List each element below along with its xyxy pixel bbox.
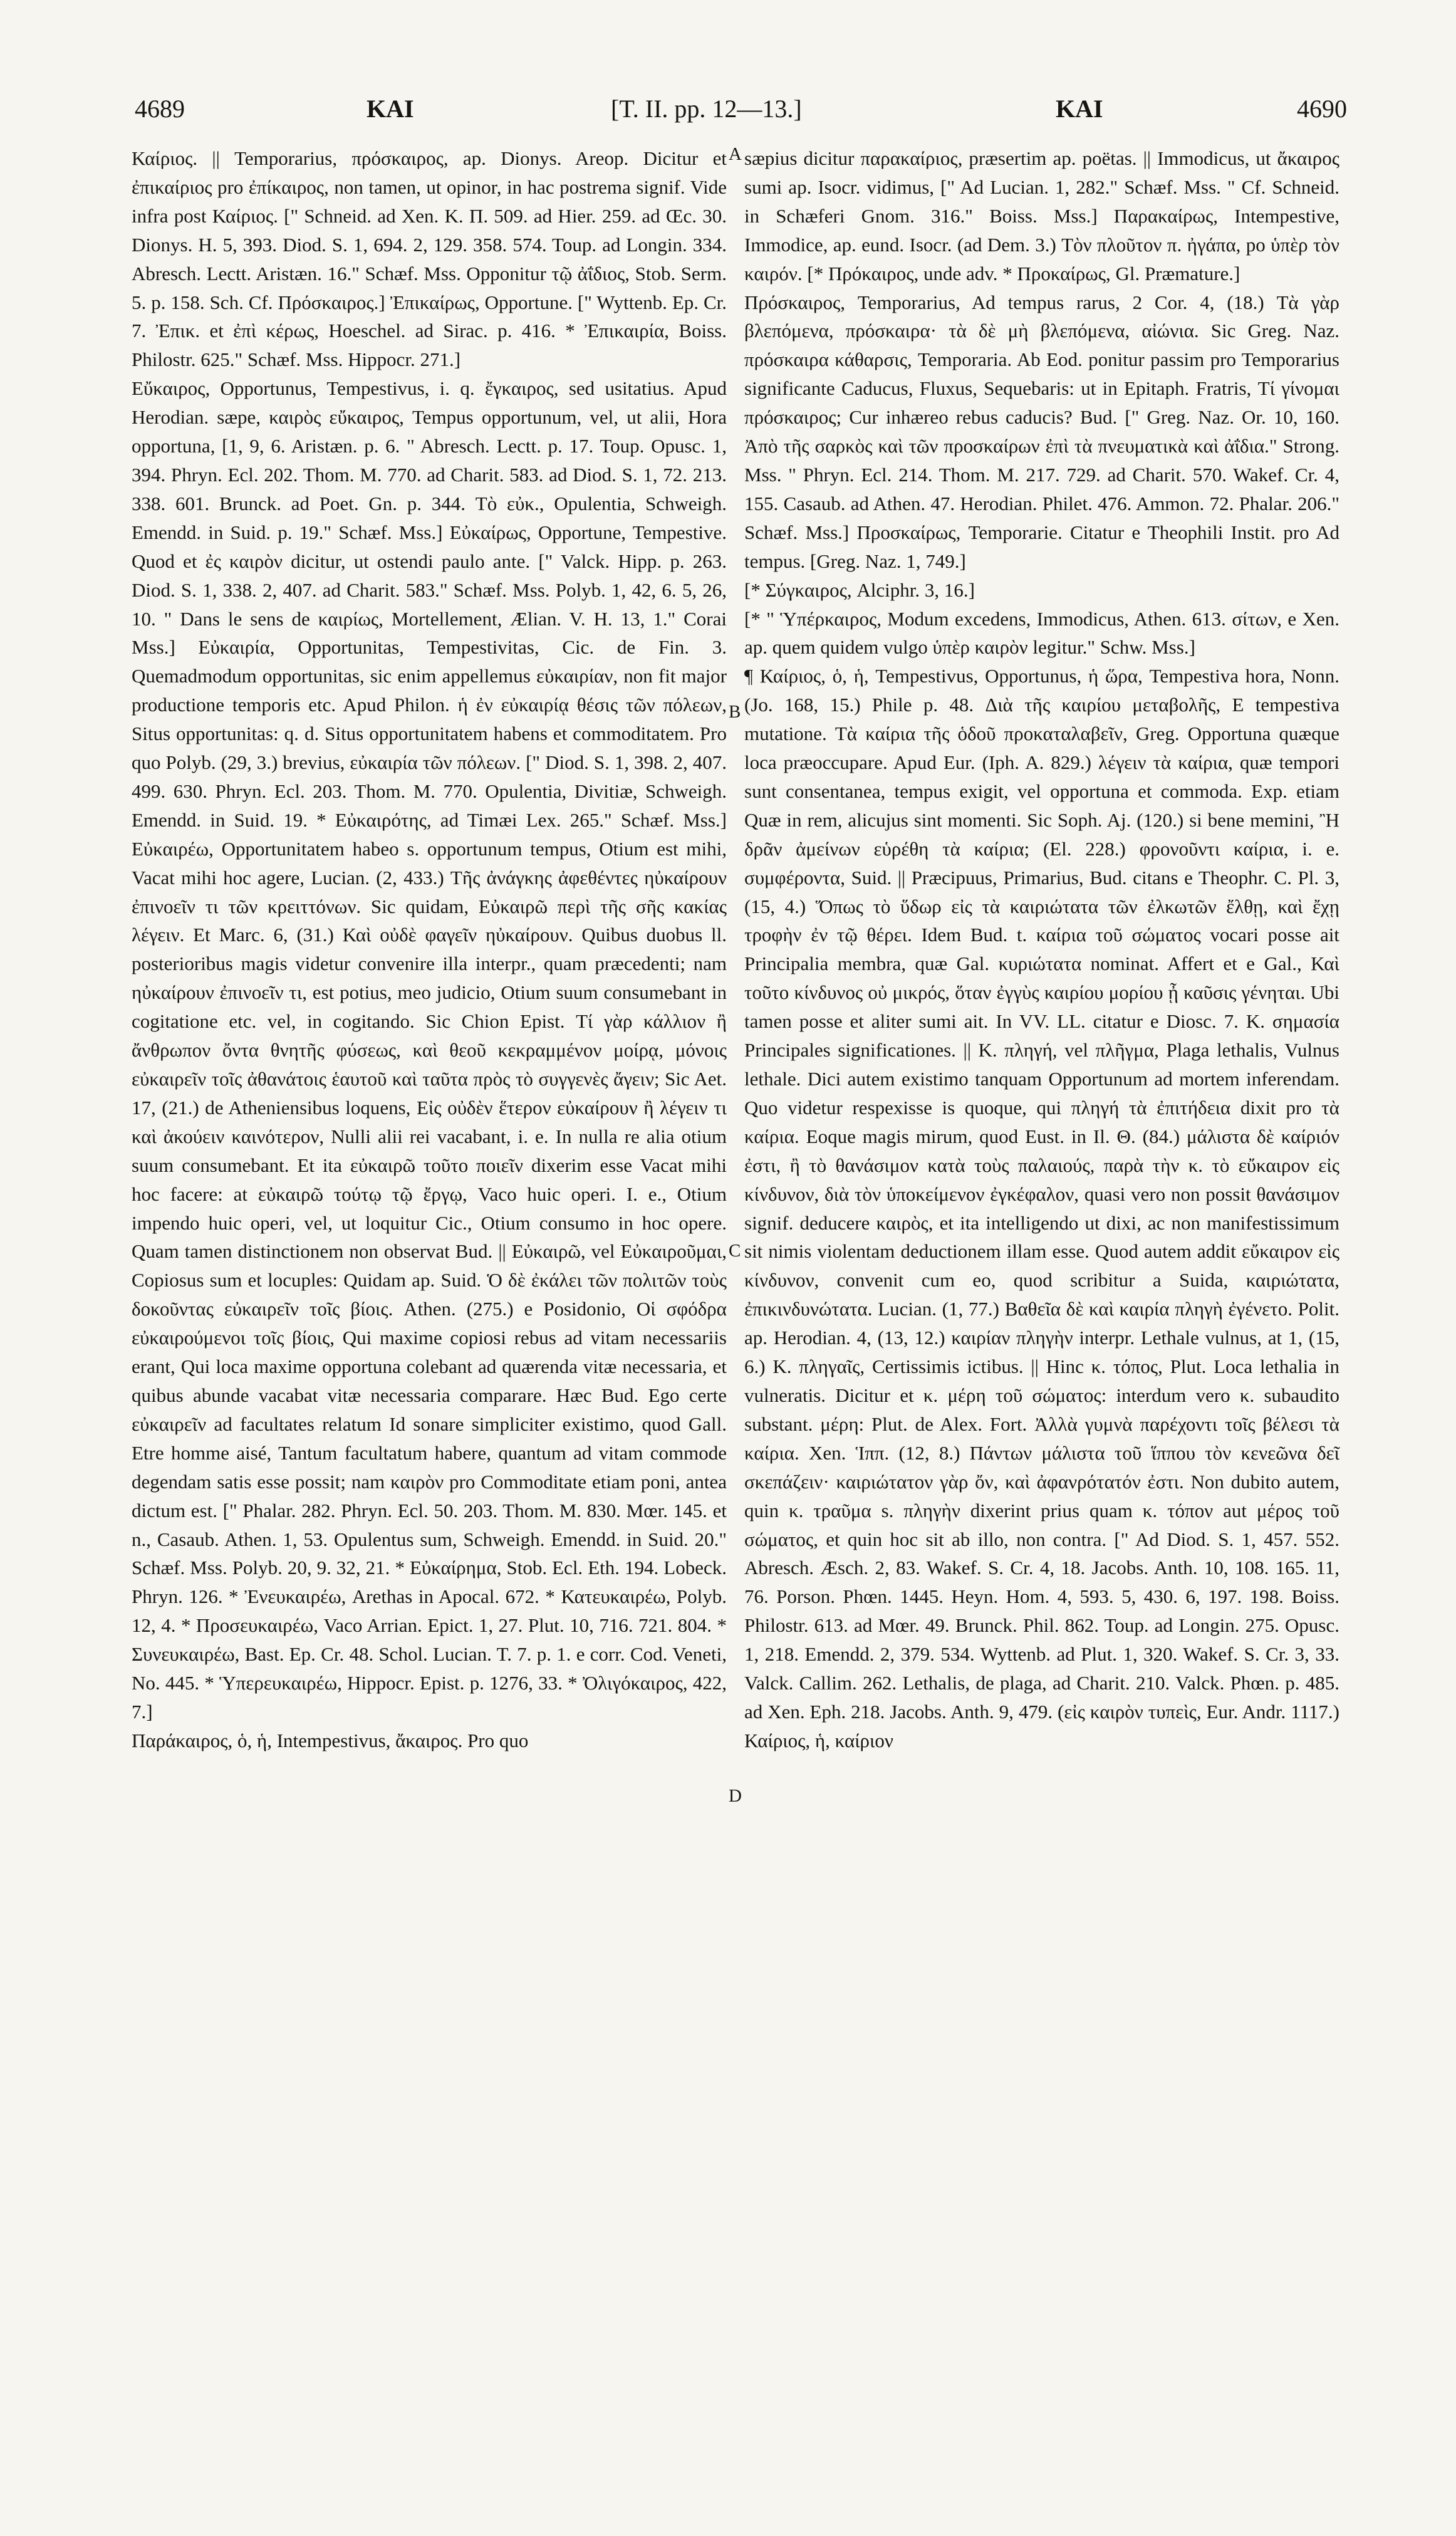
page-number-left: 4689 (135, 95, 185, 123)
section-letter-d: D (729, 1786, 742, 1806)
left-column (132, 144, 727, 1755)
running-title-left: KAI (367, 95, 414, 123)
entry-parakairios-continued: sæpius dicitur παρακαίριος, præsertim ap. poëtas. || Immodicus, ut ἄκαιρος sumi ap. Isocr. vidimus, [" Ad Lucian. 1, 282." Schæf. Mss. " Cf. Schneid. in Schæferi Gnom. 316." Boiss. Mss.] Παρακαίρως, Intempestive, Immodice, ap. eund. Isocr. (ad Dem. 3.) Τὸν πλοῦτον π. ἠγάπα, po ὑπὲρ τὸν καιρόν. [* Πρόκαιρος, unde adv. * Προκαίρως, Gl. Præmature.] (744, 147, 1339, 284)
entry-kairios-tempestivus: ¶ Καίριος, ὁ, ἡ, Tempestivus, Opportunus, ἡ ὥρα, Tempestiva hora, Nonn. (Jo. 168, 15.) Phile p. 48. Διὰ τῆς καιρίου μεταβολῆς, E tempestiva mutatione. Τὰ καίρια τῆς ὁδοῦ προκαταλαβεῖν, Greg. Opportuna quæque loca præoccupare. Apud Eur. (Iph. A. 829.) λέγειν τὰ καίρια, quæ tempori sunt consentanea, tempus exigit, vel opportuna et commoda. Exp. etiam Quæ in rem, alicujus sint momenti. Sic Soph. Aj. (120.) si bene memini, Ἢ δρᾶν ἀμείνων εὑρέθη τὰ καίρια; (El. 228.) φρονοῦντι καίρια, i. e. συμφέροντα, Suid. || Præcipuus, Primarius, Bud. citans e Theophr. C. Pl. 3, (15, 4.) Ὅπως τὸ ὕδωρ εἰς τὰ καιριώτατα τῶν ἐλκωτῶν ἔλθῃ, καὶ ἔχῃ τροφὴν ἐν τῷ θέρει. Idem Bud. t. καίρια τοῦ σώματος vocari posse ait Principalia membra, quæ Gal. κυριώτατα nominat. Affert et e Gal., Καὶ τοῦτο κίνδυνος οὐ μικρός, ὅταν ἐγγὺς καιρίου μορίου ᾖ καῦσις γένηται. Ubi tamen posse et aliter sumi ait. In VV. LL. citatur e Diosc. 7. K. σημασία Principales significationes. || K. πληγή, vel πλῆγμα, Plaga lethalis, Vulnus lethale. Dici autem existimo tanquam Opportunum ad mortem inferendam. Quo videtur respexisse is quoque, qui πληγή τὰ ἐπιτήδεια dixit pro τὰ καίρια. Eoque magis mirum, quod Eust. in Il. Θ. (84.) μάλιστα δὲ καίριόν ἐστι, ἢ τὸ θανάσιμον κατὰ τοὺς παλαιούς, παρὰ τὴν κ. τὸ εὔκαιρον εἰς κίνδυνον, διὰ τὸν ὑποκείμενον ἐγκέφαλον, quasi vero non possit θανάσιμον signif. deducere καιρὸς, et ita intelligendo ut dixi, ac non manifestissimum sit nimis violentam deductionem illam esse. Quod autem addit εὔκαιρον εἰς κίνδυνον, convenit cum eo, quod scribitur a Suida, καιριώτατα, ἐπικινδυνώτατα. Lucian. (1, 77.) Βαθεῖα δὲ καὶ καιρία πληγὴ ἐγένετο. Polit. ap. Herodian. 4, (13, 12.) καιρίαν πληγὴν interpr. Lethale vulnus, at 1, (15, 6.) K. πληγαῖς, Certissimis ictibus. || Hinc κ. τόπος, Plut. Loca lethalia in vulneratis. Dicitur et κ. μέρη τοῦ σώματος: interdum vero κ. subaudito substant. μέρη: Plut. de Alex. Fort. Ἀλλὰ γυμνὰ παρέχοντι τοῖς βέλεσι τὰ καίρια. Xen. Ἱππ. (12, 8.) Πάντων μάλιστα τοῦ ἵππου τὸν κενεῶνα δεῖ σκεπάζειν· καιριώτατον γὰρ ὄν, καὶ ἀφανρότατόν ἐστι. Non dubito autem, quin κ. τραῦμα s. πληγὴν dixerint prius quam κ. τόπον aut μέρος τοῦ σώματος, et quin hoc sit ab illo, non contra. [" Ad Diod. S. 1, 457. 552. Abresch. Æsch. 2, 83. Wakef. S. Cr. 4, 18. Jacobs. Anth. 10, 108. 165. 11, 76. Porson. Phœn. 1445. Heyn. Hom. 4, 593. 5, 430. 6, 197. 198. Boiss. Philostr. 613. ad Mœr. 49. Brunck. Phil. 862. Toup. ad Longin. 275. Opusc. 1, 218. Emendd. 2, 379. 534. Wyttenb. ad Plut. 1, 320. Wakef. S. Cr. 3, 33. Valck. Callim. 262. Lethalis, de plaga, ad Charit. 210. Valck. Phœn. p. 485. ad Xen. Eph. 218. Jacobs. Anth. 9, 479. (εἰς καιρὸν τυπεὶς, Eur. Andr. 1117.) Καίριος, ἡ, καίριον (744, 665, 1339, 1751)
entry-kairios-temporarius: Καίριος. || Temporarius, πρόσκαιρος, ap. Dionys. Areop. Dicitur et ἐπικαίριος pro ἐπίκαιρος, non tamen, ut opinor, in hac postrema signif. Vide infra post Καίριος. [" Schneid. ad Xen. K. Π. 509. ad Hier. 259. ad Œc. 30. Dionys. H. 5, 393. Diod. S. 1, 694. 2, 129. 358. 574. Toup. ad Longin. 334. Abresch. Lectt. Aristæn. 16." Schæf. Mss. Opponitur τῷ ἀΐδιος, Stob. Serm. 5. p. 158. Sch. Cf. Πρόσκαιρος.] Ἐπικαίρως, Opportune. [" Wyttenb. Ep. Cr. 7. Ἐπικ. et ἐπὶ κέρως, Hoeschel. ad Sirac. p. 416. * Ἐπικαιρία, Boiss. Philostr. 625." Schæf. Mss. Hippocr. 271.] (132, 147, 727, 371)
running-title-right: KAI (1056, 95, 1103, 123)
section-letter-b: B (729, 702, 741, 722)
entry-proskairos: Πρόσκαιρος, Temporarius, Ad tempus rarus, 2 Cor. 4, (18.) Τὰ γὰρ βλεπόμενα, πρόσκαιρα· τὰ δὲ μὴ βλεπόμενα, αἰώνια. Sic Greg. Naz. πρόσκαιρα κάθαρσις, Temporaria. Ab Eod. ponitur passim pro Temporarius significante Caducus, Fluxus, Sequebaris: ut in Epitaph. Fratris, Τί γίνομαι πρόσκαιρος; Cur inhæreo rebus caducis? Bud. [" Greg. Naz. Or. 10, 160. Ἀπὸ τῆς σαρκὸς καὶ τῶν προσκαίρων ἐπὶ τὰ πνευματικὰ καὶ ἀΐδια." Strong. Mss. " Phryn. Ecl. 214. Thom. M. 217. 729. ad Charit. 570. Wakef. Cr. 4, 155. Casaub. ad Athen. 47. Herodian. Philet. 476. Ammon. 72. Phalar. 206." Schæf. Mss.] Προσκαίρως, Temporarie. Citatur e Theophili Instit. pro Ad tempus. [Greg. Naz. 1, 749.] (744, 291, 1339, 572)
page-number-right: 4690 (1297, 95, 1347, 123)
entry-parakairos: Παράκαιρος, ὁ, ἡ, Intempestivus, ἄκαιρος. Pro quo (132, 1729, 529, 1751)
section-letter-a: A (729, 144, 742, 164)
entry-synkairos: [* Σύγκαιρος, Alciphr. 3, 16.] (744, 578, 975, 601)
running-header (135, 94, 1347, 144)
entry-eukairos: Εὔκαιρος, Opportunus, Tempestivus, i. q. ἔγκαιρος, sed usitatius. Apud Herodian. sæpe, καιρὸς εὔκαιρος, Tempus opportunum, vel, ut alii, Hora opportuna, [1, 9, 6. Aristæn. p. 6. " Abresch. Lectt. p. 17. Toup. Opusc. 1, 394. Phryn. Ecl. 202. Thom. M. 770. ad Charit. 583. ad Diod. S. 1, 72. 213. 338. 601. Brunck. ad Poet. Gn. p. 344. Τὸ εὐκ., Opulentia, Schweigh. Emendd. in Suid. p. 19." Schæf. Mss.] Εὐκαίρως, Opportune, Tempestive. Quod et ἐς καιρὸν dicitur, ut ostendi paulo ante. [" Valck. Hipp. p. 263. Diod. S. 1, 338. 2, 407. ad Charit. 583." Schæf. Mss. Polyb. 1, 42, 6. 5, 26, 10. " Dans le sens de καιρίως, Mortellement, Ælian. V. H. 13, 1." Corai Mss.] Εὐκαιρία, Opportunitas, Tempestivitas, Cic. de Fin. 3. Quemadmodum opportunitas, sic enim appellemus εὐκαιρίαν, non fit major productione temporis etc. Apud Philon. ἡ ἐν εὐκαιρίᾳ θέσις τῶν πόλεων, Situs opportunitas: q. d. Situs opportunitatem habens et commoditatem. Pro quo Polyb. (29, 3.) brevius, εὐκαιρία τῶν πόλεων. [" Diod. S. 1, 398. 2, 407. 499. 630. Phryn. Ecl. 203. Thom. M. 770. Opulentia, Divitiæ, Schweigh. Emendd. in Suid. 19. * Εὐκαιρότης, ad Timæi Lex. 265." Schæf. Mss.] Εὐκαιρέω, Opportunitatem habeo s. opportunum tempus, Otium est mihi, Vacat mihi hoc agere, Lucian. (2, 433.) Τῆς ἀνάγκης ἀφεθέντες ηὐκαίρουν ἐπινοεῖν τι τῶν κρειττόνων. Sic quidam, Εὐκαιρῶ περὶ τῆς σῆς κακίας λέγειν. Et Marc. 6, (31.) Καὶ οὐδὲ φαγεῖν ηὐκαίρουν. Quibus duobus ll. posterioribus magis videtur convenire illa interpr., quam præcedenti; nam ηὐκαίρουν ἐπινοεῖν τι, est potius, meo judicio, Otium suum consumebant in cogitatione etc. vel, in cogitando. Sic Chion Epist. Τί γὰρ κάλλιον ἢ ἄνθρωπον ὄντα θνητῆς φύσεως, καὶ θεοῦ κεκραμμένον μοίρᾳ, μόνοις εὐκαιρεῖν τοῖς ἀθανάτοις ἑαυτοῦ καὶ ταῦτα πρὸς τὸ συγγενὲς ἄγειν; Sic Aet. 17, (21.) de Atheniensibus loquens, Εἰς οὐδὲν ἕτερον εὐκαίρουν ἢ λέγειν τι καὶ ἀκούειν καινότερον, Nulli alii rei vacabant, i. e. In nulla re alia otium suum consumebant. Et ita εὐκαιρῶ τοῦτο ποιεῖν dixerim esse Vacat mihi hoc facere: at εὐκαιρῶ τούτῳ τῷ ἔργῳ, Vaco huic operi. I. e., Otium impendo huic operi, vel, ut loquitur Cic., Otium consumo in hoc opere. Quam tamen distinctionem non observat Bud. || Εὐκαιρῶ, vel Εὐκαιροῦμαι, Copiosus sum et locuples: Quidam ap. Suid. Ὁ δὲ ἐκάλει τῶν πολιτῶν τοὺς δοκοῦντας εὐκαιρεῖν τοῖς βίοις. Athen. (275.) e Posidonio, Οἱ σφόδρα εὐκαιρούμενοι τοῖς βίοις, Qui maxime copiosi rebus ad vitam necessariis erant, Qui loca maxime opportuna colebant ad quærenda vitæ necessaria, et quibus abunde vacabat vitæ necessaria comparare. Hæc Bud. Ego certe εὐκαιρεῖν ad facultates relatum Id sonare simpliciter existimo, quod Gall. Etre homme aisé, Tantum facultatum habere, quantum ad vitam commode degendam satis esse possit; nam καιρὸν pro Commoditate etiam poni, antea dictum est. [" Phalar. 282. Phryn. Ecl. 50. 203. Thom. M. 830. Mœr. 145. et n., Casaub. Athen. 1, 53. Opulentus sum, Schweigh. Emendd. in Suid. 20." Schæf. Mss. Polyb. 20, 9. 32, 21. * Εὐκαίρημα, Stob. Ecl. Eth. 194. Lobeck. Phryn. 126. * Ἐνευκαιρέω, Arethas in Apocal. 672. * Κατευκαιρέω, Polyb. 12, 4. * Προσευκαιρέω, Vaco Arrian. Epict. 1, 27. Plut. 10, 716. 721. 804. * Συνευκαιρέω, Bast. Ep. Cr. 48. Schol. Lucian. T. 7. p. 1. e corr. Cod. Veneti, No. 445. * Ὑπερευκαιρέω, Hippocr. Epist. p. 1276, 33. * Ὀλιγόκαιρος, 422, 7.] (132, 377, 727, 1723)
volume-page-reference: [T. II. pp. 12—13.] (611, 95, 802, 123)
section-letter-c: C (729, 1241, 741, 1261)
right-column (744, 144, 1339, 1755)
entry-hyperkairos: [* " Ὑπέρκαιρος, Modum excedens, Immodicus, Athen. 613. σίτων, e Xen. ap. quem quidem vulgo ὑπὲρ καιρὸν legitur." Schw. Mss.] (744, 607, 1339, 659)
